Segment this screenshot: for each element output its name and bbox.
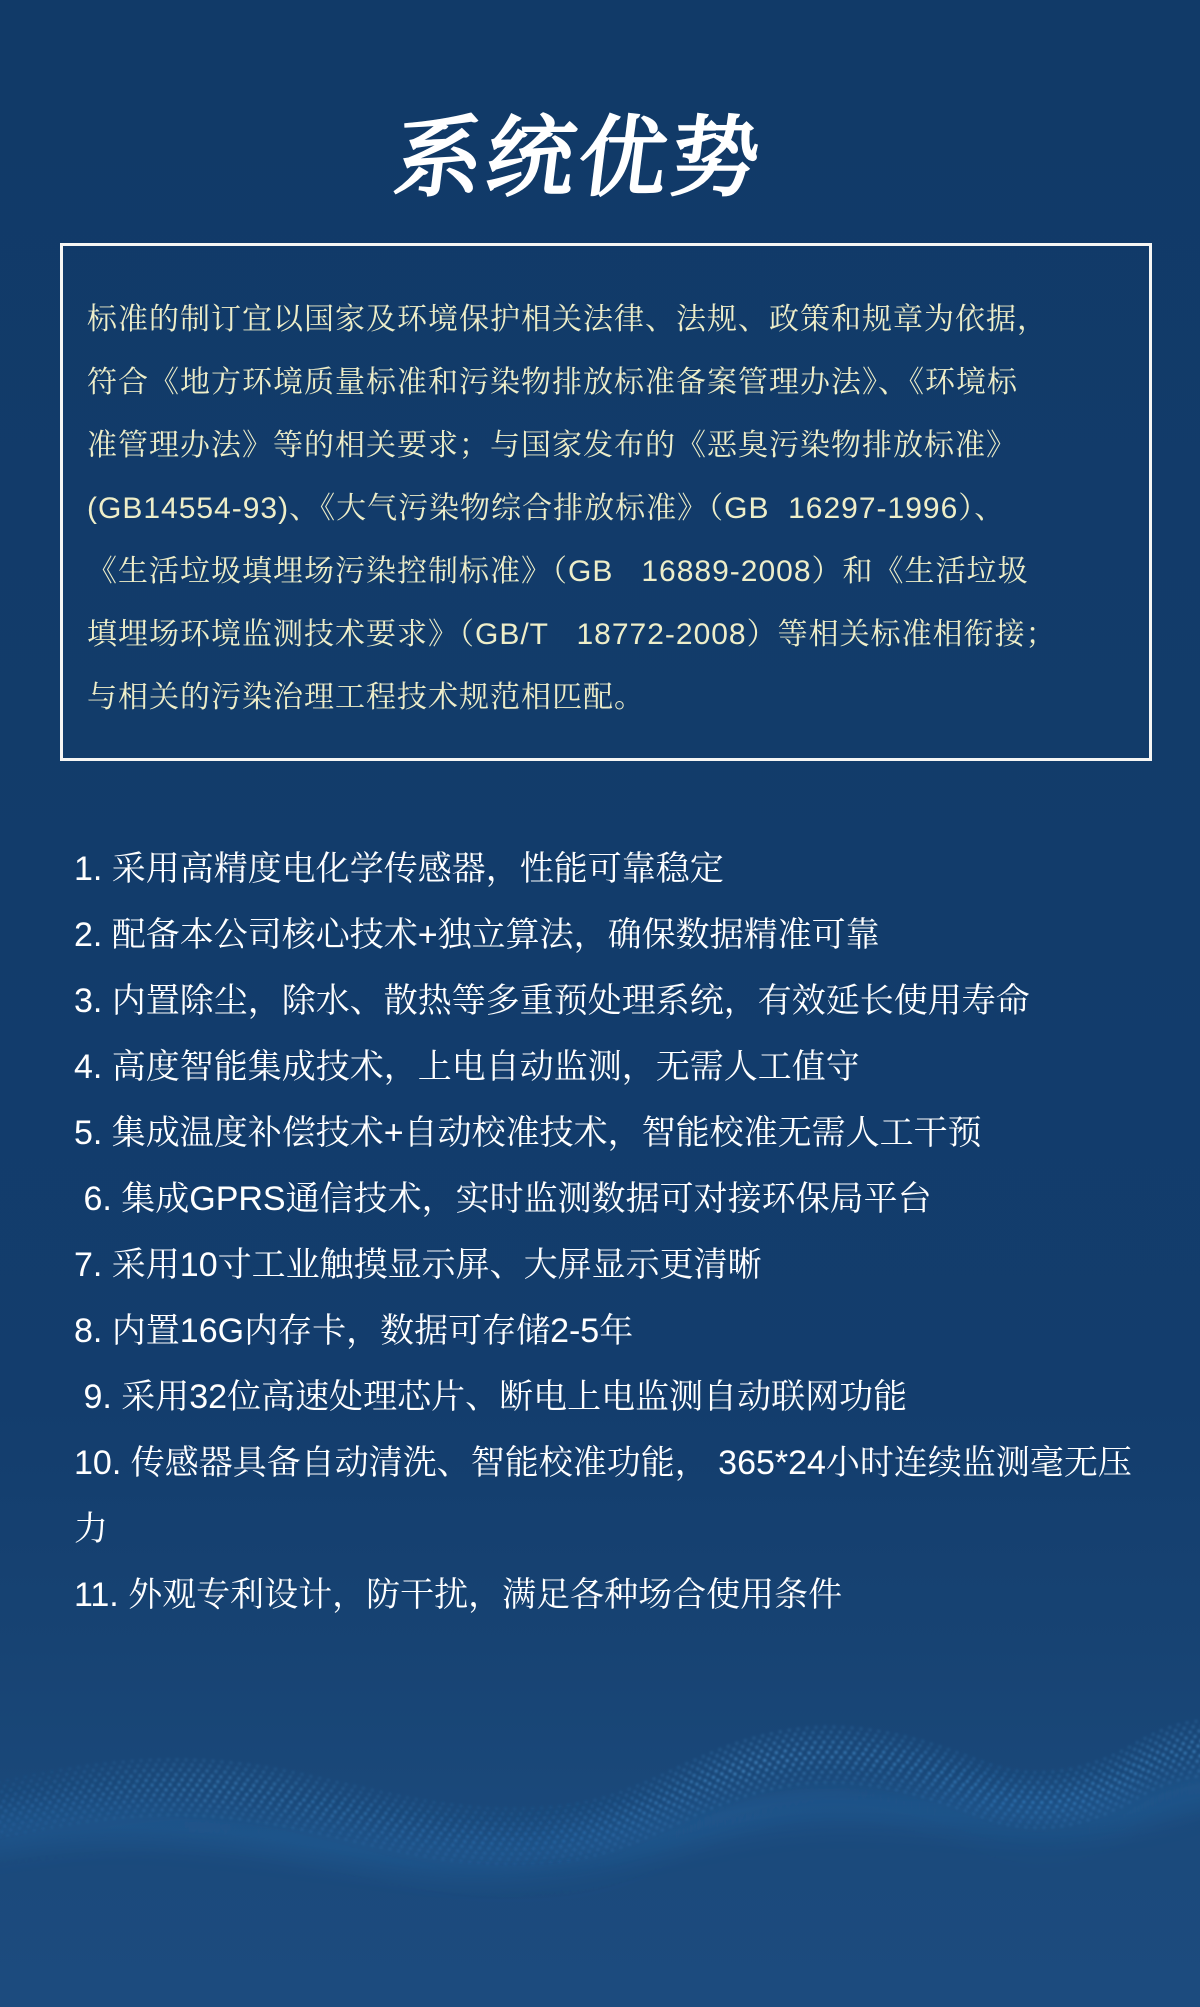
advantage-item: 1. 采用高精度电化学传感器，性能可靠稳定 [74,850,724,888]
standards-line: 符合《地方环境质量标准和污染物排放标准备案管理办法》、《环境标 [87,366,1018,399]
advantage-item: 11. 外观专利设计，防干扰，满足各种场合使用条件 [74,1576,843,1614]
standards-line: 与相关的污染治理工程技术规范相匹配。 [87,681,645,714]
advantages-list [74,836,1162,1628]
standards-line: 标准的制订宜以国家及环境保护相关法律、法规、政策和规章为依据， [87,303,1048,336]
standards-box [60,243,1152,761]
standards-line: (GB14554-93)、《大气污染物综合排放标准》（GB 16297-1996）、 [87,492,1006,525]
standards-line: 填埋场环境监测技术要求》（GB/T 18772-2008）等相关标准相衔接； [87,618,1057,651]
advantage-item: 9. 采用32位高速处理芯片、断电上电监测自动联网功能 [74,1378,908,1416]
particle-wave-graphic [0,1686,1200,1986]
advantage-item: 5. 集成温度补偿技术+自动校准技术，智能校准无需人工干预 [74,1114,982,1152]
standards-line: 《生活垃圾填埋场污染控制标准》（GB 16889-2008）和《生活垃圾 [87,555,1029,588]
advantage-item: 4. 高度智能集成技术，上电自动监测，无需人工值守 [74,1048,860,1086]
page-title: 系统优势 [389,108,770,207]
advantage-item: 10. 传感器具备自动清洗、智能校准功能， 365*24小时连续监测毫无压力 [74,1444,1132,1548]
advantage-item: 7. 采用10寸工业触摸显示屏、大屏显示更清晰 [74,1246,762,1284]
advantage-item: 3. 内置除尘，除水、散热等多重预处理系统，有效延长使用寿命 [74,982,1030,1020]
advantage-item: 2. 配备本公司核心技术+独立算法，确保数据精准可靠 [74,916,880,954]
advantage-item: 8. 内置16G内存卡，数据可存储2-5年 [74,1312,634,1350]
advantage-item: 6. 集成GPRS通信技术，实时监测数据可对接环保局平台 [74,1180,932,1218]
standards-line: 准管理办法》等的相关要求；与国家发布的《恶臭污染物排放标准》 [87,429,1017,462]
